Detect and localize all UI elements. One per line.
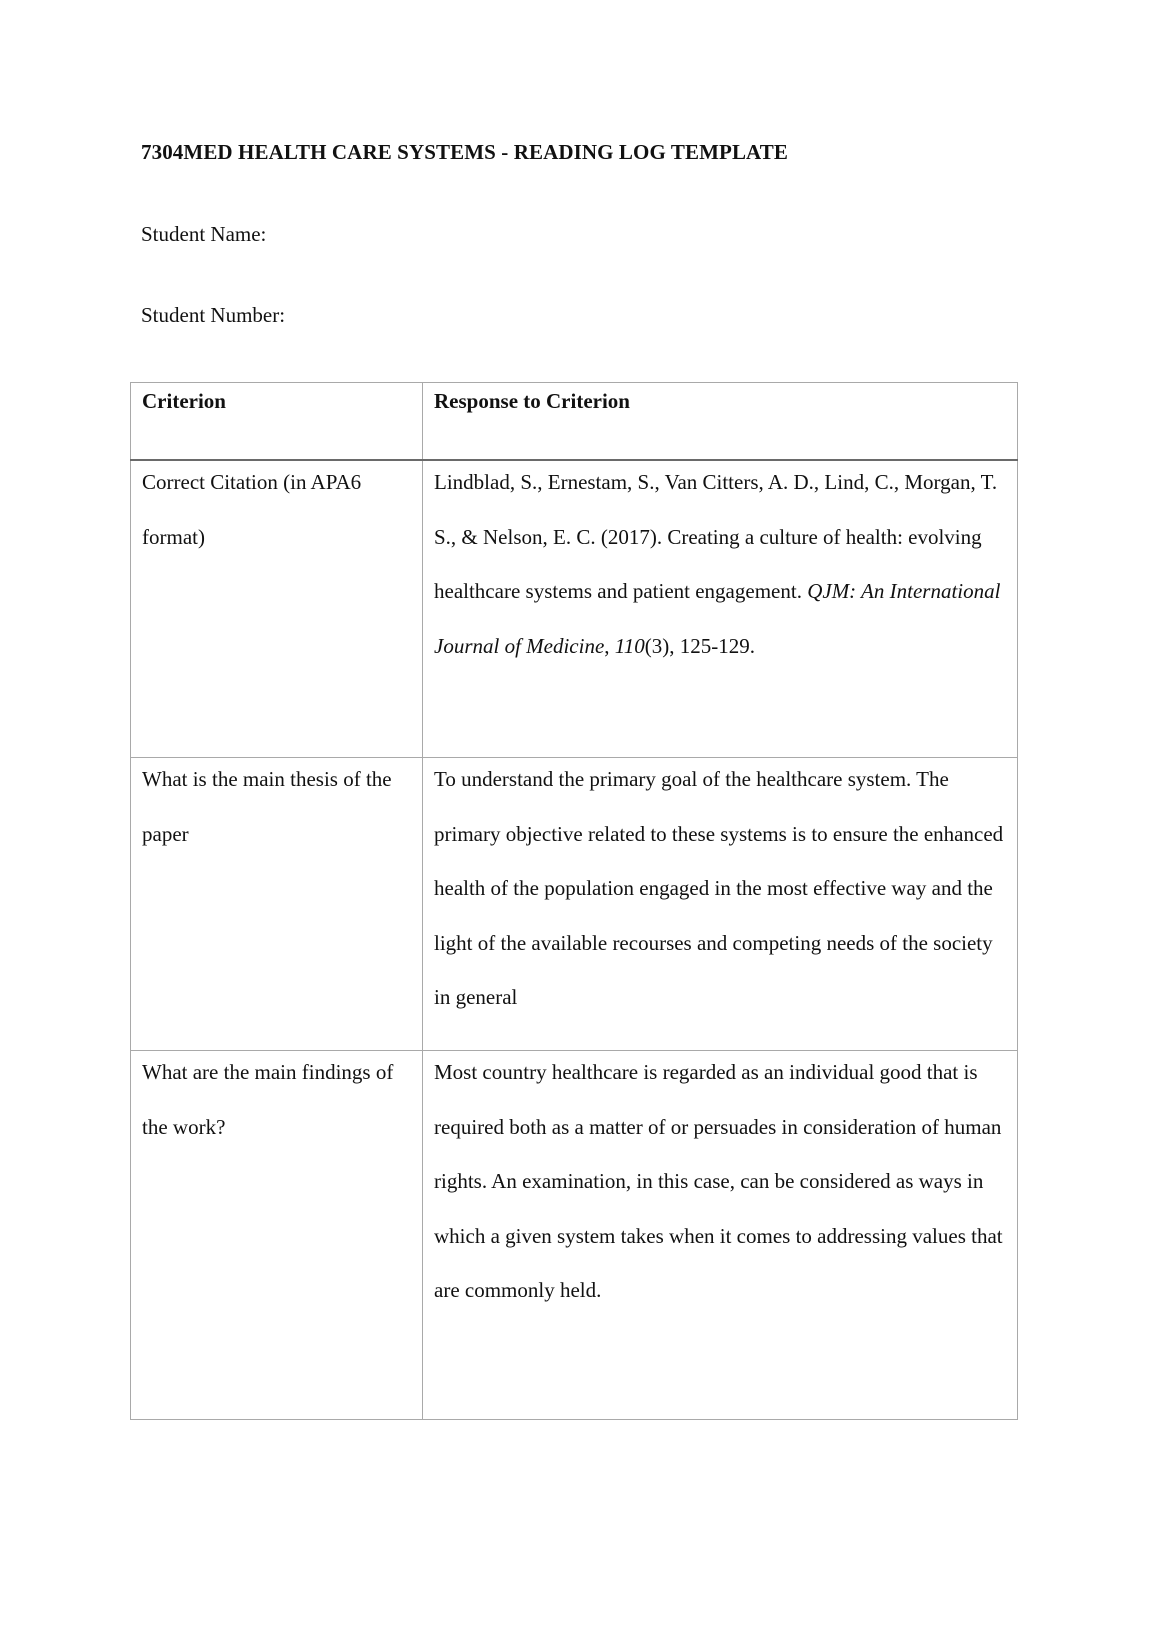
table-row [131,460,1018,758]
response-cell [423,1051,1018,1420]
criterion-header: Criterion [131,383,423,461]
table-header-row [131,383,1018,461]
response-cell [423,460,1018,758]
criterion-text: What are the main findings of the work? [142,1060,394,1139]
student-number-label: Student Number: [141,303,286,327]
criterion-cell [131,1051,423,1420]
reading-log-table [130,382,1018,1420]
response-header: Response to Criterion [423,383,1018,461]
criterion-cell [131,758,423,1051]
citation-journal: QJM: An International Journal of Medicine [434,579,1001,658]
document-title: 7304MED HEALTH CARE SYSTEMS - READING LOG TEMPLATE [141,140,788,164]
student-name-label: Student Name: [141,222,267,246]
citation-text [434,455,1006,673]
response-cell [423,758,1018,1051]
citation-volume: 110 [614,633,645,658]
citation-separator: , [604,633,615,658]
citation-issue-pages: (3), 125-129. [644,633,755,658]
table-row [131,1051,1018,1420]
table-row [131,758,1018,1051]
criterion-text: What is the main thesis of the paper [142,767,392,846]
criterion-text: Correct Citation (in APA6 format) [142,470,362,549]
response-text: Most country healthcare is regarded as an individual good that is required both as a matter of or persuades in consideration of human rights. An examination, in this case, can be considered as ways in which a given system takes when it comes to addressing values that are commonly held. [434,1060,1003,1302]
response-text: To understand the primary goal of the healthcare system. The primary objective related to these systems is to ensure the enhanced health of the population engaged in the most effective way and the light of the available recourses and competing needs of the society in general [434,767,1004,1009]
citation-authors-title: Lindblad, S., Ernestam, S., Van Citters, A. D., Lind, C., Morgan, T. S., & Nelson, E. C. (2017). Creating a culture of health: evolving healthcare systems and patient engagement. [434,470,998,603]
criterion-cell [131,460,423,758]
